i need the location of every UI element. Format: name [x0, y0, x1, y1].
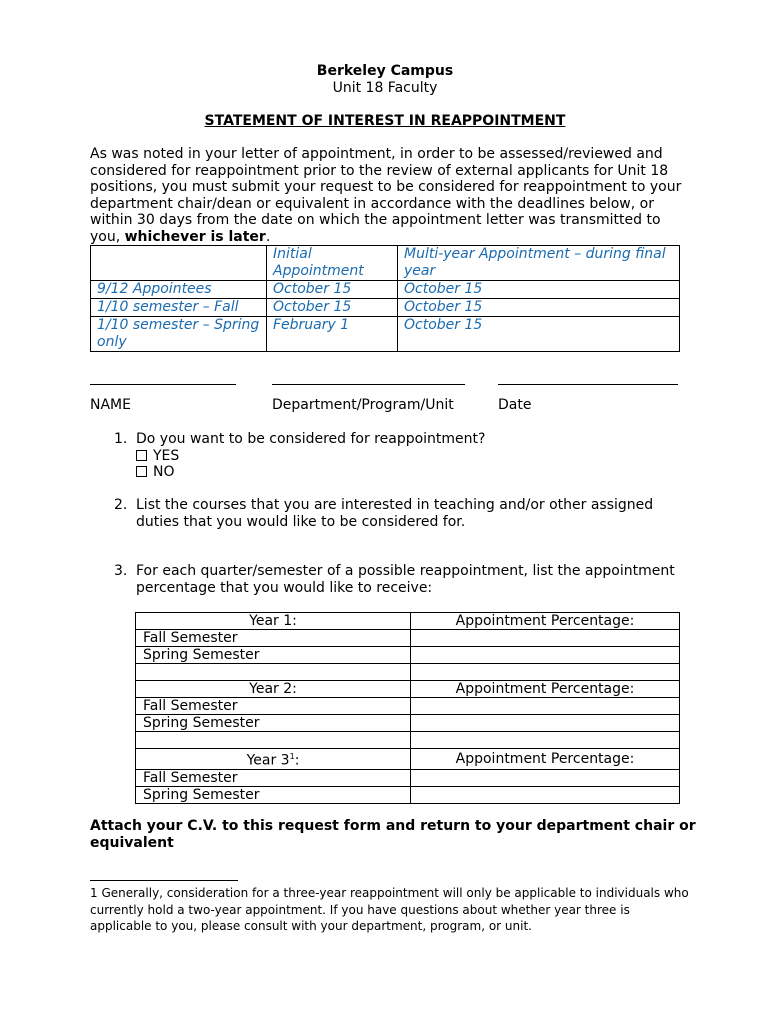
department-signature-line[interactable] — [272, 384, 465, 385]
semester-label: Spring Semester — [136, 786, 411, 803]
semester-label: Fall Semester — [136, 698, 411, 715]
deadline-header-cell: Initial Appointment — [267, 246, 398, 281]
name-label: NAME — [90, 397, 131, 413]
department-label: Department/Program/Unit — [272, 397, 454, 413]
footnote-divider — [90, 880, 238, 881]
appointment-percentage-label: Appointment Percentage: — [411, 613, 680, 630]
percentage-field[interactable] — [411, 630, 680, 647]
year-3-text: Year 3 — [246, 752, 290, 769]
spacer-cell — [411, 664, 680, 681]
deadline-cell: October 15 — [398, 317, 680, 352]
semester-label: Fall Semester — [136, 630, 411, 647]
semester-row — [136, 647, 680, 664]
semester-row — [136, 786, 680, 803]
semester-row — [136, 698, 680, 715]
intro-emphasis: whichever is later — [124, 228, 266, 245]
spacer-cell — [136, 664, 411, 681]
deadline-cell: 9/12 Appointees — [91, 281, 267, 299]
deadline-row — [91, 281, 680, 299]
deadline-cell: February 1 — [267, 317, 398, 352]
deadline-row — [91, 299, 680, 317]
unit-subheading: Unit 18 Faculty — [332, 80, 438, 96]
yes-option[interactable] — [136, 448, 696, 465]
semester-row — [136, 715, 680, 732]
percentage-field[interactable] — [411, 786, 680, 803]
appointment-percentage-label: Appointment Percentage: — [411, 749, 680, 770]
year-header-row — [136, 749, 680, 770]
name-signature-line[interactable] — [90, 384, 236, 385]
date-signature-line[interactable] — [498, 384, 678, 385]
no-option[interactable] — [136, 464, 696, 481]
percentage-field[interactable] — [411, 698, 680, 715]
question-1-text: Do you want to be considered for reappointment? — [136, 431, 486, 447]
year-header-row — [136, 613, 680, 630]
appointment-years-table — [135, 612, 680, 804]
spacer-row — [136, 732, 680, 749]
percentage-field[interactable] — [411, 769, 680, 786]
no-label: NO — [153, 464, 175, 480]
deadline-cell: October 15 — [398, 299, 680, 317]
semester-row — [136, 630, 680, 647]
campus-heading: Berkeley Campus — [316, 63, 454, 79]
percentage-field[interactable] — [411, 715, 680, 732]
question-number: 2. — [114, 497, 128, 513]
footnote-text: 1 Generally, consideration for a three-year reappointment will only be applicable to individuals who currently hold a two-year appointment. If you have questions about whether year three is applicable to you, please consult with your department, program, or unit. — [90, 886, 689, 933]
deadline-header-row — [91, 246, 680, 281]
deadline-cell: 1/10 semester – Spring only — [91, 317, 267, 352]
semester-label: Fall Semester — [136, 769, 411, 786]
yes-label: YES — [153, 447, 180, 464]
intro-text: As was noted in your letter of appointment, in order to be assessed/reviewed and considered for reappointment prior to the review of external applicants for Unit 18 positions, you must submit your request to be considered for reappointment to your department chair/dean or equivalent in accordance with the deadlines below, or within 30 days from the date on which the appointment letter was transmitted to you, — [90, 146, 682, 245]
question-2-text: List the courses that you are interested in teaching and/or other assigned duties that you would like to be considered for. — [136, 497, 654, 530]
deadline-header-cell — [91, 246, 267, 281]
question-number: 1. — [114, 431, 128, 447]
year-header-row — [136, 681, 680, 698]
semester-label: Spring Semester — [136, 647, 411, 664]
intro-paragraph — [90, 146, 690, 245]
deadline-cell: October 15 — [398, 281, 680, 299]
year-label: Year 1: — [136, 613, 411, 630]
year-label: Year 2: — [136, 681, 411, 698]
appointment-percentage-label: Appointment Percentage: — [411, 681, 680, 698]
attach-instruction: Attach your C.V. to this request form and return to your department chair or equivalent — [90, 818, 696, 851]
deadline-row — [91, 317, 680, 352]
percentage-field[interactable] — [411, 647, 680, 664]
semester-label: Spring Semester — [136, 715, 411, 732]
deadline-table — [90, 245, 680, 352]
page-title: STATEMENT OF INTEREST IN REAPPOINTMENT — [204, 113, 566, 129]
deadline-cell: October 15 — [267, 299, 398, 317]
deadline-cell: October 15 — [267, 281, 398, 299]
deadline-cell: 1/10 semester – Fall — [91, 299, 267, 317]
question-3-text: For each quarter/semester of a possible reappointment, list the appointment percentage that you would like to receive: — [136, 563, 675, 596]
intro-end: . — [265, 228, 271, 245]
question-number: 3. — [114, 563, 128, 579]
deadline-header-cell: Multi-year Appointment – during final year — [398, 246, 680, 281]
question-1 — [136, 431, 696, 481]
footnote-marker: 1 — [289, 752, 295, 761]
date-label: Date — [498, 397, 532, 413]
year-label: Year $3^1$: — [136, 749, 411, 770]
spacer-cell — [136, 732, 411, 749]
no-checkbox[interactable] — [136, 466, 147, 477]
spacer-cell — [411, 732, 680, 749]
yes-checkbox[interactable] — [136, 450, 147, 461]
spacer-row — [136, 664, 680, 681]
semester-row — [136, 769, 680, 786]
